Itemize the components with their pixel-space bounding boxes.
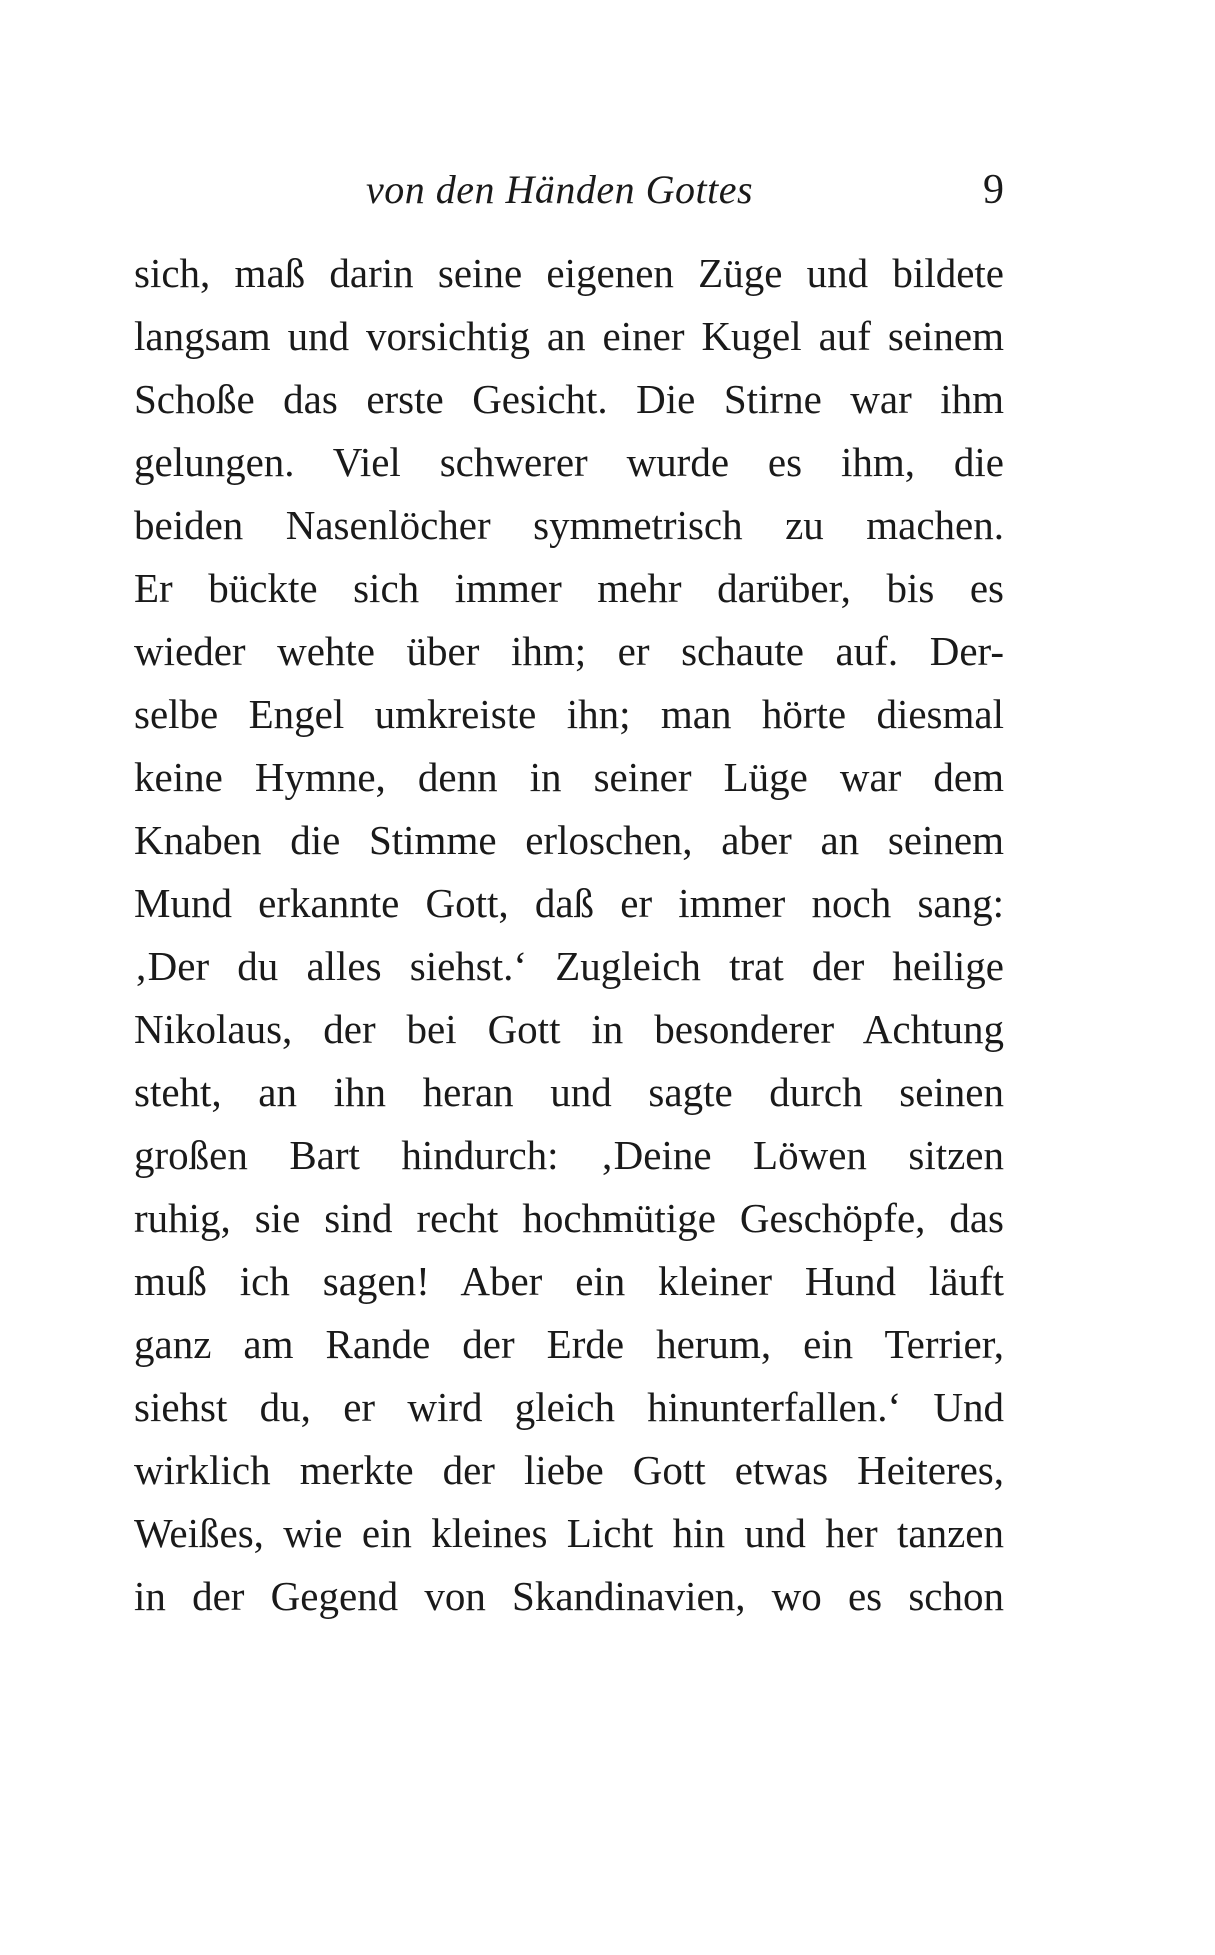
text-line: Schoße das erste Gesicht. Die Stirne war ihm: [134, 376, 1004, 422]
text-line: ruhig, sie sind recht hochmütige Geschöpfe, das: [134, 1195, 1004, 1241]
text-line: gelungen. Viel schwerer wurde es ihm, die: [134, 439, 1004, 485]
text-line: siehst du, er wird gleich hinunterfallen.‘ Und: [134, 1384, 1004, 1430]
text-line: wieder wehte über ihm; er schaute auf. Der-: [134, 628, 1004, 674]
text-line: wirklich merkte der liebe Gott etwas Heiteres,: [134, 1447, 1004, 1493]
text-line: sich, maß darin seine eigenen Züge und bildete: [134, 250, 1004, 296]
text-line: langsam und vorsichtig an einer Kugel auf seinem: [134, 313, 1004, 359]
text-line: Nikolaus, der bei Gott in besonderer Achtung: [134, 1006, 1004, 1052]
text-line: muß ich sagen! Aber ein kleiner Hund läuft: [134, 1258, 1004, 1304]
text-line: steht, an ihn heran und sagte durch seinen: [134, 1069, 1004, 1115]
text-line: großen Bart hindurch: ‚Deine Löwen sitzen: [134, 1132, 1004, 1178]
running-head: [134, 160, 1004, 220]
text-line: Knaben die Stimme erloschen, aber an seinem: [134, 817, 1004, 863]
text-line: ganz am Rande der Erde herum, ein Terrier,: [134, 1321, 1004, 1367]
text-line: ‚Der du alles siehst.‘ Zugleich trat der heilige: [134, 943, 1004, 989]
text-line: selbe Engel umkreiste ihn; man hörte diesmal: [134, 691, 1004, 737]
text-line: keine Hymne, denn in seiner Lüge war dem: [134, 754, 1004, 800]
running-title: von den Händen Gottes: [366, 167, 754, 212]
text-line: in der Gegend von Skandinavien, wo es schon: [134, 1573, 1004, 1619]
body-text: [134, 242, 1004, 1628]
text-line: Weißes, wie ein kleines Licht hin und her tanzen: [134, 1510, 1004, 1556]
page-number: 9: [983, 167, 1004, 213]
text-line: Mund erkannte Gott, daß er immer noch sang:: [134, 880, 1004, 926]
text-line: Er bückte sich immer mehr darüber, bis es: [134, 565, 1004, 611]
text-line: beiden Nasenlöcher symmetrisch zu machen.: [134, 502, 1004, 548]
